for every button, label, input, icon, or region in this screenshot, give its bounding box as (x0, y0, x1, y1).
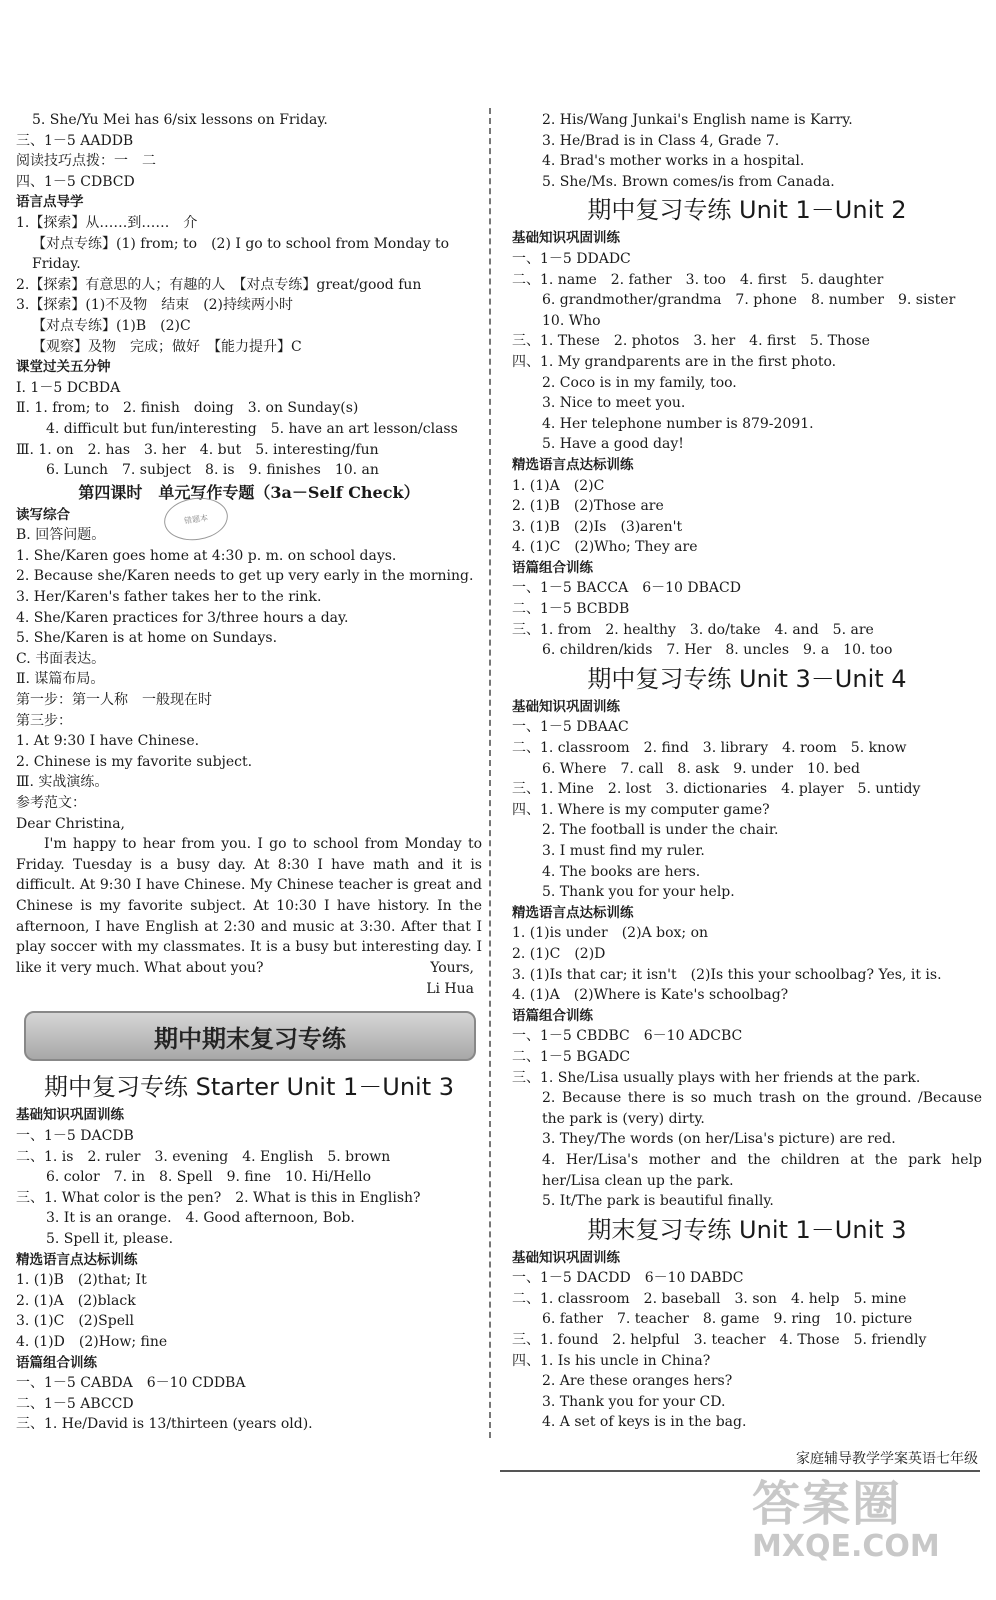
answer-line: 一、1－5 CBDBC 6－10 ADCBC (512, 1028, 743, 1045)
lesson-title: 第四课时 单元写作专题（3a－Self Check） (78, 482, 420, 502)
essay-paragraph: 2. Because there is so much trash on the ground. /Because the park is (very) dirty. (542, 1090, 982, 1127)
answer-line: 1. At 9:30 I have Chinese. (16, 733, 200, 750)
answer-line: Ⅲ. 实战演练。 (16, 774, 109, 791)
answer-line: 三、1. She/Lisa usually plays with her friends at the park. (512, 1069, 921, 1086)
answer-line: 4. (1)A (2)Where is Kate's schoolbag? (512, 987, 789, 1004)
answer-line: 2. The football is under the chair. (542, 822, 779, 839)
answer-line: 第一步：第一人称 一般现在时 (16, 692, 212, 709)
answer-line: 四、1. My grandparents are in the first photo. (512, 353, 837, 370)
section-heading: 基础知识巩固训练 (512, 1249, 620, 1266)
essay-paragraph: I'm happy to hear from you. I go to school from Monday to Friday. Tuesday is a busy day. At 8:30 I have math and it is difficult. At 9:30 I have Chinese. My Chinese teacher is great and Chinese is my favorite subject. At 10:30 I have history. In the afternoon, I have English at 2:30 and music at 3:30. After that I play soccer with my classmates. It is a busy but interesting day. I like it very much. What about you? (16, 836, 482, 976)
answer-line: 2. (1)A (2)black (16, 1292, 136, 1309)
column-divider (489, 108, 491, 1438)
answer-line: Ⅰ. 1－5 DCBDA (16, 379, 121, 396)
answer-line: 4. (1)C (2)Who; They are (512, 539, 698, 556)
answer-line: 5. Have a good day! (542, 436, 684, 453)
answer-line: Ⅱ. 谋篇布局。 (16, 671, 105, 688)
section-heading: 语言点导学 (16, 194, 84, 211)
answer-line: Friday. (32, 256, 81, 273)
answer-line: 3. Her/Karen's father takes her to the rink. (16, 589, 322, 606)
answer-line: 4. difficult but fun/interesting 5. have an art lesson/class (46, 420, 458, 437)
answer-line: 5. Thank you for your help. (542, 884, 735, 901)
answer-line: 2.【探索】有意思的人；有趣的人 【对点专练】great/good fun (16, 276, 422, 293)
section-heading: 读写综合 (16, 506, 70, 523)
answer-line: 1. (1)B (2)that; It (16, 1272, 147, 1289)
answer-line: 阅读技巧点拨：一 二 (16, 153, 156, 170)
answer-line: 三、1. Mine 2. lost 3. dictionaries 4. player 5. untidy (512, 781, 921, 798)
answer-line: 3. Thank you for your CD. (542, 1393, 726, 1410)
page-footer: 家庭辅导教学学案英语七年级 (796, 1451, 978, 1467)
section-heading: 语篇组合训练 (512, 1007, 593, 1024)
answer-line: 2. (1)C (2)D (512, 945, 606, 962)
unit-title: 期中复习专练 Starter Unit 1－Unit 3 (43, 1073, 455, 1102)
answer-line: 3. Nice to meet you. (542, 395, 686, 412)
answer-line: 5. Spell it, please. (46, 1230, 174, 1247)
answer-line: 3. (1)B (2)Is (3)aren't (512, 518, 683, 535)
answer-line: 2. Coco is in my family, too. (542, 374, 737, 391)
answer-line: 2. Chinese is my favorite subject. (16, 753, 253, 770)
footer-rule (500, 1470, 980, 1472)
answer-line: 四、1－5 CDBCD (16, 173, 135, 190)
answer-line: 3. They/The words (on her/Lisa's picture) are red. (542, 1131, 896, 1148)
answer-line: 二、1. classroom 2. find 3. library 4. room 5. know (512, 740, 907, 757)
answer-line: 3. (1)C (2)Spell (16, 1313, 134, 1330)
answer-line: 3. I must find my ruler. (542, 843, 705, 859)
answer-line: 三、1－5 AADDB (16, 132, 134, 149)
answer-line: 1. She/Karen goes home at 4:30 p. m. on school days. (16, 547, 397, 564)
answer-line: 6. color 7. in 8. Spell 9. fine 10. Hi/Hello (46, 1169, 372, 1186)
answer-line: 【对点专练】(1) from; to (2) I go to school from Monday to (32, 235, 450, 252)
left-column (16, 110, 482, 1435)
answer-line: 4. (1)D (2)How; fine (16, 1333, 168, 1350)
section-heading: 语篇组合训练 (512, 559, 593, 576)
section-heading: 精选语言点达标训练 (512, 456, 634, 473)
section-heading: 基础知识巩固训练 (16, 1107, 124, 1124)
section-heading: 精选语言点达标训练 (16, 1251, 138, 1268)
section-heading: 基础知识巩固训练 (512, 698, 620, 715)
answer-line: 4. She/Karen practices for 3/three hours a day. (16, 609, 349, 626)
watermark-main: 答案圈 (752, 1476, 903, 1532)
answer-line: Yours, (430, 960, 474, 977)
answer-line: 2. (1)B (2)Those are (512, 498, 664, 515)
answer-line: 参考范文： (16, 795, 86, 811)
answer-line: 【观察】及物 完成；做好 【能力提升】C (32, 338, 302, 355)
answer-line: 1. (1)A (2)C (512, 477, 605, 494)
answer-line: 5. It/The park is beautiful finally. (542, 1193, 774, 1210)
answer-line: 6. grandmother/grandma 7. phone 8. number 9. sister (542, 292, 956, 309)
answer-line: 一、1－5 DACDB (16, 1127, 134, 1144)
unit-title: 期末复习专练 Unit 1－Unit 3 (587, 1215, 907, 1244)
answer-line: 二、1－5 ABCCD (16, 1395, 134, 1412)
answer-line: 3. (1)Is that car; it isn't (2)Is this your schoolbag? Yes, it is. (512, 966, 942, 983)
answer-line: 三、1. found 2. helpful 3. teacher 4. Those 5. friendly (512, 1332, 927, 1349)
answer-line: Ⅲ. 1. on 2. has 3. her 4. but 5. interesting/fun (16, 441, 379, 458)
answer-line: 3. He/Brad is in Class 4, Grade 7. (542, 132, 780, 149)
unit-title: 期中复习专练 Unit 3－Unit 4 (587, 664, 907, 693)
answer-line: 6. Where 7. call 8. ask 9. under 10. bed (542, 760, 860, 777)
answer-line: 2. Because she/Karen needs to get up very early in the morning. (16, 568, 474, 585)
section-heading: 语篇组合训练 (16, 1354, 97, 1371)
answer-line: 一、1－5 DDADC (512, 250, 631, 267)
answer-line: 5. She/Yu Mei has 6/six lessons on Friday. (32, 112, 328, 128)
answer-line: 6. children/kids 7. Her 8. uncles 9. a 10. too (542, 642, 893, 659)
answer-line: 5. She/Ms. Brown comes/is from Canada. (542, 173, 835, 190)
answer-line: 一、1－5 DACDD 6－10 DABDC (512, 1270, 744, 1287)
watermark (752, 1476, 982, 1566)
answer-line: 二、1－5 BCBDB (512, 601, 630, 618)
answer-line: 一、1－5 BACCA 6－10 DBACD (512, 580, 741, 597)
answer-line: Ⅱ. 1. from; to 2. finish doing 3. on Sunday(s) (16, 400, 359, 417)
section-heading: 精选语言点达标训练 (512, 904, 634, 921)
answer-line: 4. Her telephone number is 879-2091. (542, 415, 814, 432)
answer-line: Dear Christina, (16, 815, 125, 832)
section-heading: 基础知识巩固训练 (512, 230, 620, 247)
answer-line: 二、1. classroom 2. baseball 3. son 4. help 5. mine (512, 1290, 907, 1307)
answer-line: 二、1. name 2. father 3. too 4. first 5. daughter (512, 271, 884, 288)
answer-line: 3.【探索】(1)不及物 结束 (2)持续两小时 (16, 297, 294, 314)
answer-line: 第三步： (16, 712, 72, 729)
essay-paragraph: 4. Her/Lisa's mother and the children at the park help her/Lisa clean up the park. (542, 1151, 982, 1189)
answer-line: B. 回答问题。 (16, 527, 106, 544)
answer-line: 6. Lunch 7. subject 8. is 9. finishes 10. an (46, 462, 379, 479)
answer-line: 4. The books are hers. (542, 863, 701, 880)
watermark-domain: MXQE.COM (752, 1529, 940, 1564)
answer-line: Li Hua (426, 980, 474, 997)
answer-line: 二、1－5 BGADC (512, 1048, 631, 1065)
unit-title: 期中复习专练 Unit 1－Unit 2 (587, 196, 907, 225)
answer-line: 一、1－5 DBAAC (512, 719, 629, 736)
answer-line: 10. Who (542, 312, 601, 329)
right-column (512, 110, 982, 1433)
answer-line: 三、1. He/David is 13/thirteen (years old). (16, 1416, 313, 1433)
review-banner: 期中期末复习专练 (24, 1011, 476, 1061)
answer-line: 三、1. What color is the pen? 2. What is this in English? (16, 1189, 421, 1206)
answer-line: 4. A set of keys is in the bag. (542, 1414, 747, 1431)
answer-line: 2. His/Wang Junkai's English name is Karry. (542, 112, 853, 128)
answer-line: 3. It is an orange. 4. Good afternoon, Bob. (46, 1210, 355, 1227)
answer-line: 四、1. Is his uncle in China? (512, 1352, 711, 1369)
answer-line: 【对点专练】(1)B (2)C (32, 317, 191, 334)
section-heading: 课堂过关五分钟 (16, 359, 111, 376)
answer-line: 三、1. These 2. photos 3. her 4. first 5. Those (512, 333, 870, 350)
answer-line: 2. Are these oranges hers? (542, 1373, 733, 1390)
answer-line: 四、1. Where is my computer game? (512, 801, 770, 818)
answer-line: 1.【探索】从……到…… 介 (16, 214, 198, 231)
answer-line: 1. (1)is under (2)A box; on (512, 925, 709, 942)
answer-line: 二、1. is 2. ruler 3. evening 4. English 5. brown (16, 1148, 391, 1165)
answer-line: 4. Brad's mother works in a hospital. (542, 153, 805, 170)
answer-line: 6. father 7. teacher 8. game 9. ring 10. picture (542, 1311, 913, 1328)
answer-line: 一、1－5 CABDA 6－10 CDDBA (16, 1375, 246, 1392)
answer-line: C. 书面表达。 (16, 650, 106, 667)
stamp-logo: 错题本 (161, 494, 230, 544)
answer-line: 三、1. from 2. healthy 3. do/take 4. and 5. are (512, 621, 874, 638)
answer-line: 5. She/Karen is at home on Sundays. (16, 630, 278, 647)
